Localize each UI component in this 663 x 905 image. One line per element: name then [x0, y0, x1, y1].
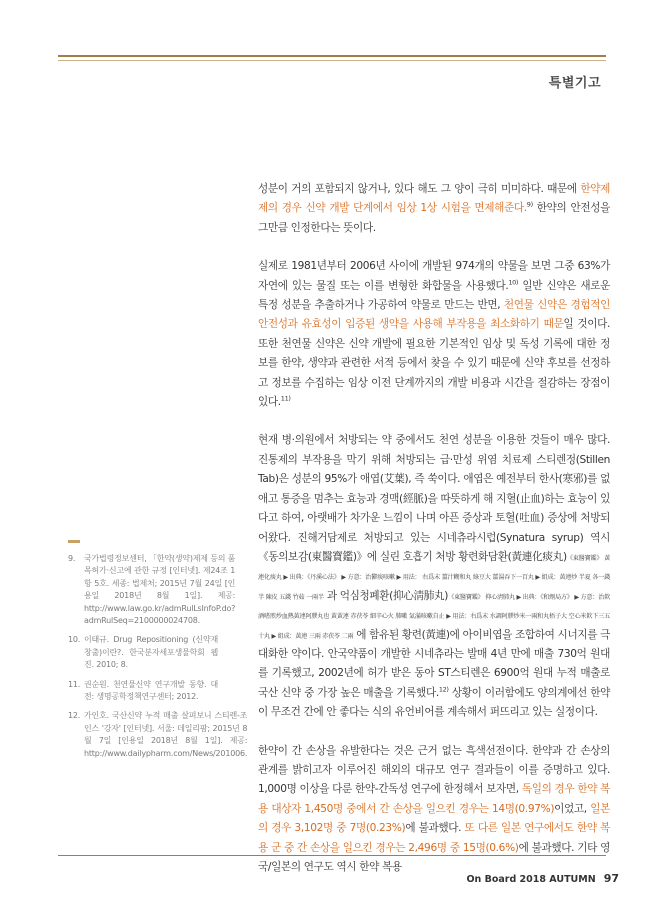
footnote-number: 10. — [68, 635, 81, 645]
body-text: 과 억심청폐환(抑心淸肺丸) — [323, 589, 449, 602]
footnotes — [68, 540, 248, 767]
footnote-item — [68, 710, 248, 760]
footnote-text: 국가법령정보센터, 「한약(생약)제제 등의 품목허가·신고에 관한 규정 [인터넷]. 제24조 1항 5호. 세종: 법제처; 2015년 7월 24일 [인용일 2018년 8월 1일]. 제공: http://www.law.go.kr/admRulLsInfoP.do?admRulSeq=2100000024708. — [84, 554, 236, 626]
footnote-item — [68, 634, 218, 671]
footnote-text: 권순원. 천연물신약 연구개발 동향. 대전: 생명공학정책연구센터; 2012. — [84, 679, 218, 702]
inline-annotation: 《東醫寶鑑》 抑心淸肺丸 ▶ 出典：《和劑局方》 ▶ 方意：治飮酒嗜煎炒血熱黃連阿膠丸也 黃黃連 赤茯苓 細辛心火 肺嗽 氣滿咳嗽自止 ▶ 用法：右爲末 水調阿膠炒米一兩和丸梧子大 空心米飮下三五十丸 ▶ 組成：黃連 三兩 赤茯苓 二兩 — [258, 593, 611, 640]
footnote-number: 9. — [68, 554, 76, 563]
magazine-name: On Board 2018 AUTUMN — [466, 874, 596, 885]
body-text: 현재 병·의원에서 처방되는 약 중에서도 천연 성분을 이용한 것들이 매우 많다. 진통제의 부작용을 막기 위해 처방되는 급·만성 위염 치료제 스티렌정(Stillen Tab)은 성분의 95%가 애엽(艾葉), 즉 쑥이다. 애엽은 예전부터 한사(寒邪)를 없애고 통증을 멈추는 효능과 경맥(經脈)을 따뜻하게 해 지혈(止血)하는 효능이 있다고 하여, 아랫배가 차가운 느낌이 나며 아픈 증상과 토혈(吐血) 증상에 처방되어왔다. 진해거담제로 처방되고 있는 시네츄라시럽(Synatura syrup) 역시 《동의보감(東醫寶鑑)》에 실린 호흡기 처방 황련화담환(黃連化痰丸) — [258, 434, 610, 563]
footnote-item — [68, 553, 236, 627]
footnote-ref: 12) — [438, 685, 449, 694]
footnote-number: 12. — [68, 711, 81, 721]
body-paragraph — [258, 431, 610, 722]
body-text: 에 함유된 황련(黃連)에 아이비엽을 조합하여 시너지를 극대화한 약이다. 안국약품이 개발한 시네츄라는 발매 4년 만에 매출 730억 원대를 기록했고, 2002년에 허가 받은 동아 ST스티렌은 6900억 원대 누적 매출로 국산 신약 중 가장 높은 매출을 기록했다. — [258, 628, 610, 699]
footnote-text: 가인호. 국산신약 누적 매출 살펴보니 스티렌-조인스 '강자' [인터넷]. 서울: 데일리팜; 2015년 8월 7일 [인용일 2018년 8월 1일]. 제공: http://www.dailypharm.com/News/201006. — [84, 711, 248, 758]
body-text: 에 불과했다. — [405, 822, 465, 835]
page-number: 97 — [603, 872, 619, 885]
header-rule-thin — [58, 60, 606, 61]
body-text: 이었고, — [554, 802, 591, 815]
inline-annotation: 《東醫寶鑑》 黃連化痰丸 ▶ 出典：《丹溪心法》 ▶ 方意：治鬱痰咳嗽 ▶ 用法： 右爲末 薑汁糊和丸 綠豆大 薑湯吞下一百丸 ▶ 組成：黃連炒 半夏 各一錢半 陳皮 五錢 竹茹 一兩半 — [258, 554, 610, 601]
body-text: 성분이 거의 포함되지 않거나, 있다 해도 그 양이 극히 미미하다. 때문에 — [258, 183, 581, 195]
header-rule — [58, 55, 606, 57]
footer-rule — [58, 855, 606, 856]
body-text: 에 불과했다. 기타 영국/일본의 연구도 역시 한약 복용 — [258, 841, 610, 873]
footnote-text: 이태규. Drug Repositioning (신약재창출)이란?. 한국분자세포생물학회 웹진. 2010; 8. — [84, 635, 218, 670]
body-paragraph — [258, 742, 610, 878]
footnote-ref: 11) — [280, 394, 291, 403]
body-text: 실제로 1981년부터 2006년 사이에 개발된 974개의 약물을 보면 그중 63%가 자연에 있는 물질 또는 이를 변형한 화합물을 사용했다. — [258, 260, 610, 292]
footnote-ref: 9) — [526, 200, 533, 209]
highlighted-text: 일본의 경우 3,102명 중 7명(0.23%) — [258, 802, 610, 835]
page-footer — [466, 872, 619, 885]
highlighted-text: 한약제제의 경우 신약 개발 단계에서 임상 1상 시험을 면제해준다. — [258, 183, 610, 215]
highlighted-text: 또 다른 일본 연구에서도 한약 복용 군 중 간 손상을 일으킨 경우는 2,496명 중 15명(0.6%) — [258, 822, 610, 854]
footnote-number: 11. — [68, 679, 81, 689]
body-paragraph — [258, 257, 610, 412]
body-text: 일반 신약은 새로운 특정 성분을 추출하거나 가공하여 약물로 만드는 반면, — [258, 279, 611, 312]
section-label: 특별기고 — [548, 76, 601, 91]
footnote-ref: 10) — [508, 278, 519, 287]
footnote-list — [68, 553, 248, 760]
footnote-item — [68, 679, 218, 704]
body-text: 한약의 안전성을 그만큼 인정한다는 뜻이다. — [258, 202, 610, 234]
highlighted-text: 독일의 경우 한약 복용 대상자 1,450명 중에서 간 손상을 일으킨 경우는 14명(0.97%) — [258, 783, 611, 815]
body-text: 상황이 이러함에도 양의계에선 한약이 무조건 간에 안 좋다는 식의 유언비어를 계속해서 퍼뜨리고 있는 실정이다. — [258, 686, 610, 719]
highlighted-text: 천연물 신약은 경험적인 안전성과 유효성이 입증된 생약을 사용해 부작용을 최소화하기 때문 — [258, 299, 610, 331]
body-text: 일 것이다. 또한 천연물 신약은 신약 개발에 필요한 기본적인 임상 및 독성 기록에 대한 정보를 한약, 생약과 관련한 서적 등에서 찾을 수 있기 때문에 신약 후보를 선정하고 정보를 수집하는 임상 이전 단계까지의 개발 비용과 시간을 절감하는 장점이 있다. — [258, 318, 610, 409]
footnote-marker — [68, 540, 80, 543]
article-body — [258, 180, 610, 896]
body-text: 한약이 간 손상을 유발한다는 것은 근거 없는 흑색선전이다. 한약과 간 손상의 관계를 밝히고자 이루어진 해외의 대규모 연구 결과들이 이를 증명하고 있다. 1,000명 이상을 다룬 한약-간독성 연구에 한정해서 보자면, — [258, 744, 610, 796]
body-paragraph — [258, 180, 610, 238]
